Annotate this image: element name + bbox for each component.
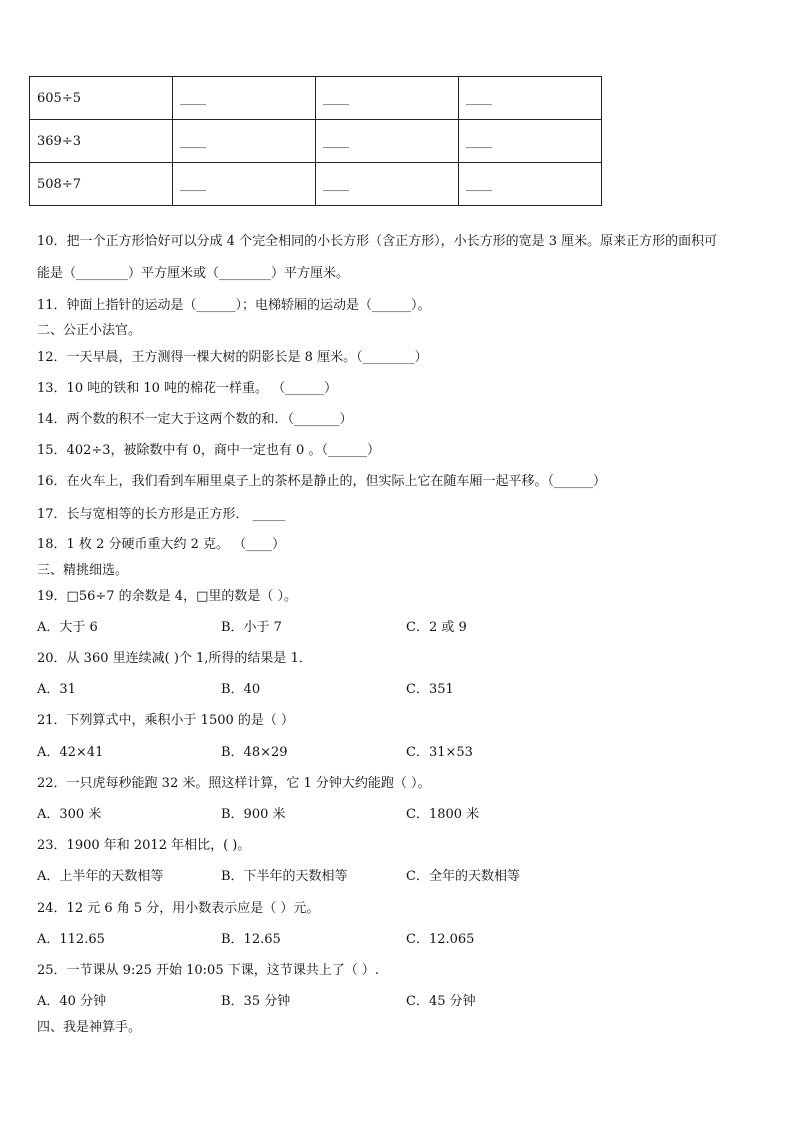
option-a[interactable]: A．112.65 <box>37 932 105 947</box>
option-b[interactable]: B．900 米 <box>221 807 286 822</box>
table-expression: 369÷3 <box>30 120 173 163</box>
answer-blank[interactable]: ____ <box>173 120 316 163</box>
question-14: 14．两个数的积不一定大于这两个数的和．（_______） <box>37 412 353 427</box>
question-24: 24．12 元 6 角 5 分，用小数表示应是（ ）元。 <box>37 901 320 916</box>
question-11: 11．钟面上指针的运动是（______）；电梯轿厢的运动是（______）。 <box>37 298 431 313</box>
table-expression: 508÷7 <box>30 163 173 206</box>
answer-blank[interactable]: ____ <box>316 120 459 163</box>
option-c[interactable]: C．12.065 <box>406 932 475 947</box>
option-b[interactable]: B．小于 7 <box>221 620 282 635</box>
answer-blank[interactable]: ____ <box>316 163 459 206</box>
question-19: 19．□56÷7 的余数是 4，□里的数是（ ）。 <box>37 589 297 604</box>
answer-blank[interactable]: ____ <box>459 120 602 163</box>
question-15: 15．402÷3，被除数中有 0，商中一定也有 0 。（______） <box>37 443 380 458</box>
option-a[interactable]: A．31 <box>37 682 76 697</box>
section-heading-3: 三、精挑细选。 <box>37 563 129 578</box>
option-a[interactable]: A．40 分钟 <box>37 994 107 1009</box>
option-c[interactable]: C．45 分钟 <box>406 994 476 1009</box>
answer-blank[interactable]: ____ <box>459 77 602 120</box>
question-17: 17．长与宽相等的长方形是正方形． _____ <box>37 507 286 522</box>
option-b[interactable]: B．35 分钟 <box>221 994 291 1009</box>
question-20: 20．从 360 里连续减( )个 1,所得的结果是 1． <box>37 651 312 666</box>
table-row <box>30 77 602 120</box>
question-12: 12．一天早晨，王方测得一棵大树的阴影长是 8 厘米。（________） <box>37 350 428 365</box>
division-table <box>29 76 602 206</box>
section-heading-2: 二、公正小法官。 <box>37 323 142 338</box>
option-b[interactable]: B．40 <box>221 682 261 697</box>
section-heading-4: 四、我是神算手。 <box>37 1020 142 1035</box>
answer-blank[interactable]: ____ <box>316 77 459 120</box>
option-c[interactable]: C．2 或 9 <box>406 620 467 635</box>
option-b[interactable]: B．12.65 <box>221 932 281 947</box>
table-expression: 605÷5 <box>30 77 173 120</box>
question-10-line-2: 能是（________）平方厘米或（________）平方厘米。 <box>37 266 350 281</box>
option-a[interactable]: A．300 米 <box>37 807 102 822</box>
option-c[interactable]: C．1800 米 <box>406 807 480 822</box>
question-25: 25．一节课从 9:25 开始 10:05 下课，这节课共上了（ ）. <box>37 963 379 978</box>
option-a[interactable]: A．上半年的天数相等 <box>37 869 164 884</box>
answer-blank[interactable]: ____ <box>173 163 316 206</box>
question-13: 13．10 吨的铁和 10 吨的棉花一样重。 （______） <box>37 381 338 396</box>
option-a[interactable]: A．42×41 <box>37 745 104 760</box>
option-c[interactable]: C．31×53 <box>406 745 473 760</box>
question-21: 21．下列算式中，乘积小于 1500 的是（ ） <box>37 713 295 728</box>
question-16: 16．在火车上，我们看到车厢里桌子上的茶杯是静止的，但实际上它在随车厢一起平移。（______） <box>37 474 607 489</box>
option-c[interactable]: C．351 <box>406 682 454 697</box>
question-22: 22．一只虎每秒能跑 32 米。照这样计算，它 1 分钟大约能跑（ ）。 <box>37 776 431 791</box>
option-c[interactable]: C．全年的天数相等 <box>406 869 520 884</box>
option-a[interactable]: A．大于 6 <box>37 620 98 635</box>
question-10-line-1: 10．把一个正方形恰好可以分成 4 个完全相同的小长方形（含正方形），小长方形的宽是 3 厘米。原来正方形的面积可 <box>37 234 718 249</box>
option-b[interactable]: B．48×29 <box>221 745 288 760</box>
table-row <box>30 163 602 206</box>
option-b[interactable]: B．下半年的天数相等 <box>221 869 348 884</box>
table-row <box>30 120 602 163</box>
answer-blank[interactable]: ____ <box>173 77 316 120</box>
question-23: 23．1900 年和 2012 年相比，( )。 <box>37 838 251 853</box>
answer-blank[interactable]: ____ <box>459 163 602 206</box>
question-18: 18．1 枚 2 分硬币重大约 2 克。 （____） <box>37 537 286 552</box>
